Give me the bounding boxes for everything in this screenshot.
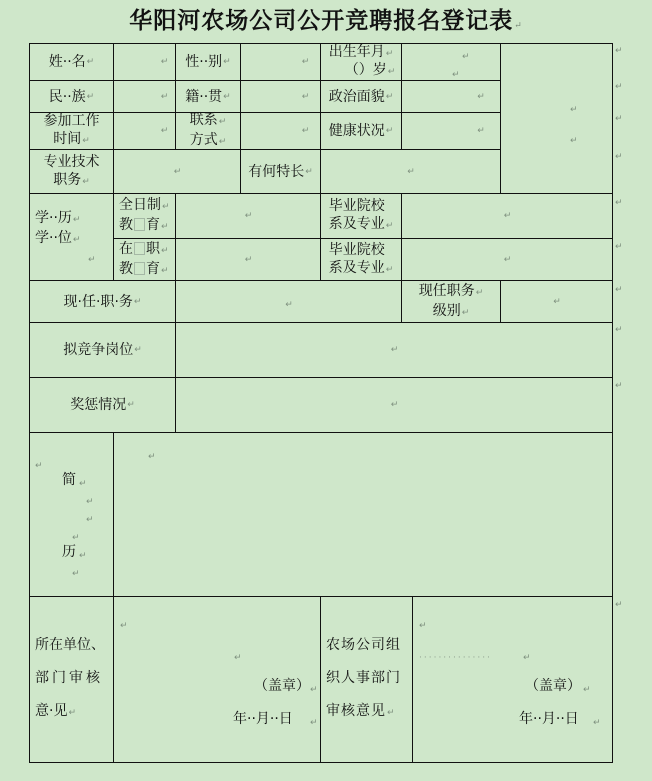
label-birth-date: 出生年月↵ （）岁↵: [320, 43, 402, 81]
row-end-mark: ↵: [615, 600, 623, 610]
label-rewards: 奖惩情况 ↵: [29, 377, 176, 433]
label-current-level: 现任职务↵ 级别↵: [401, 280, 501, 323]
field-resume[interactable]: ↵: [113, 432, 613, 597]
field-tech-title[interactable]: ↵: [113, 149, 241, 194]
form-title: 华阳河农场公司公开竞聘报名登记表↵: [129, 7, 523, 34]
hr-date-text: 年··月··日: [519, 711, 579, 727]
label-political-status: 政治面貌 ↵: [320, 80, 402, 113]
unit-date-text: 年··月··日: [233, 711, 293, 727]
label-name: 姓··名 ↵: [29, 43, 114, 81]
label-contact: 联系↵ 方式↵: [175, 112, 241, 150]
field-ethnicity[interactable]: ↵: [113, 80, 176, 113]
field-current-position[interactable]: ↵: [175, 280, 402, 323]
row-end-mark: ↵: [615, 381, 623, 391]
label-fulltime-school: 毕业院校 系及专业↵: [320, 193, 402, 239]
field-hr-review[interactable]: ↵ ··············· ↵ （盖章） ↵ 年··月··日 ↵: [412, 596, 613, 763]
label-fulltime-education: 全日制↵ 教 育↵: [113, 193, 176, 239]
row-end-mark: ↵: [615, 198, 623, 208]
field-work-start[interactable]: ↵: [113, 112, 176, 150]
label-target-position: 拟竞争岗位 ↵: [29, 322, 176, 378]
field-gender[interactable]: ↵: [240, 43, 321, 81]
hr-seal-text: （盖章）: [525, 678, 581, 694]
field-rewards[interactable]: ↵: [175, 377, 613, 433]
label-tech-title: 专业技术 职务↵: [29, 149, 114, 194]
row-end-mark: ↵: [615, 46, 623, 56]
label-ethnicity: 民··族 ↵: [29, 80, 114, 113]
field-birth-date[interactable]: ↵ ↵: [401, 43, 501, 81]
label-unit-review: 所在单位、 部门审核 意·见↵: [29, 596, 114, 763]
field-health[interactable]: ↵: [401, 112, 501, 150]
row-end-mark: ↵: [615, 325, 623, 335]
field-unit-review[interactable]: ↵ ↵ （盖章） ↵ 年··月··日 ↵: [113, 596, 321, 763]
field-inservice-education[interactable]: ↵: [175, 238, 321, 281]
field-current-level[interactable]: ↵: [500, 280, 613, 323]
row-end-mark: ↵: [615, 242, 623, 252]
label-inservice-school: 毕业院校 系及专业↵: [320, 238, 402, 281]
field-target-position[interactable]: ↵: [175, 322, 613, 378]
field-inservice-school[interactable]: ↵: [401, 238, 613, 281]
label-inservice-education: 在 职↵ 教 育↵: [113, 238, 176, 281]
row-end-mark: ↵: [615, 82, 623, 92]
field-native-place[interactable]: ↵: [240, 80, 321, 113]
label-resume: ↵ 简 ↵ ↵ ↵ ↵ 历 ↵ ↵: [29, 432, 114, 597]
field-specialty[interactable]: ↵: [320, 149, 501, 194]
field-political-status[interactable]: ↵: [401, 80, 501, 113]
label-hr-review: 农场公司组 织人事部门 审核意见↵: [320, 596, 413, 763]
unit-seal-text: （盖章）: [254, 678, 310, 694]
field-photo[interactable]: ↵ ↵: [500, 43, 613, 194]
field-contact[interactable]: ↵: [240, 112, 321, 150]
label-native-place: 籍··贯 ↵: [175, 80, 241, 113]
label-education-degree: 学··历↵ 学··位↵ ↵: [29, 193, 114, 281]
field-fulltime-education[interactable]: ↵: [175, 193, 321, 239]
row-end-mark: ↵: [615, 152, 623, 162]
row-end-mark: ↵: [615, 285, 623, 295]
label-gender: 性··别 ↵: [175, 43, 241, 81]
label-work-start: 参加工作 时间↵: [29, 112, 114, 150]
field-fulltime-school[interactable]: ↵: [401, 193, 613, 239]
hr-dot-leader: ···············: [419, 653, 492, 663]
label-current-position: 现·任·职·务 ↵: [29, 280, 176, 323]
label-health: 健康状况 ↵: [320, 112, 402, 150]
label-specialty: 有何特长 ↵: [240, 149, 321, 194]
field-name[interactable]: ↵: [113, 43, 176, 81]
row-end-mark: ↵: [615, 114, 623, 124]
